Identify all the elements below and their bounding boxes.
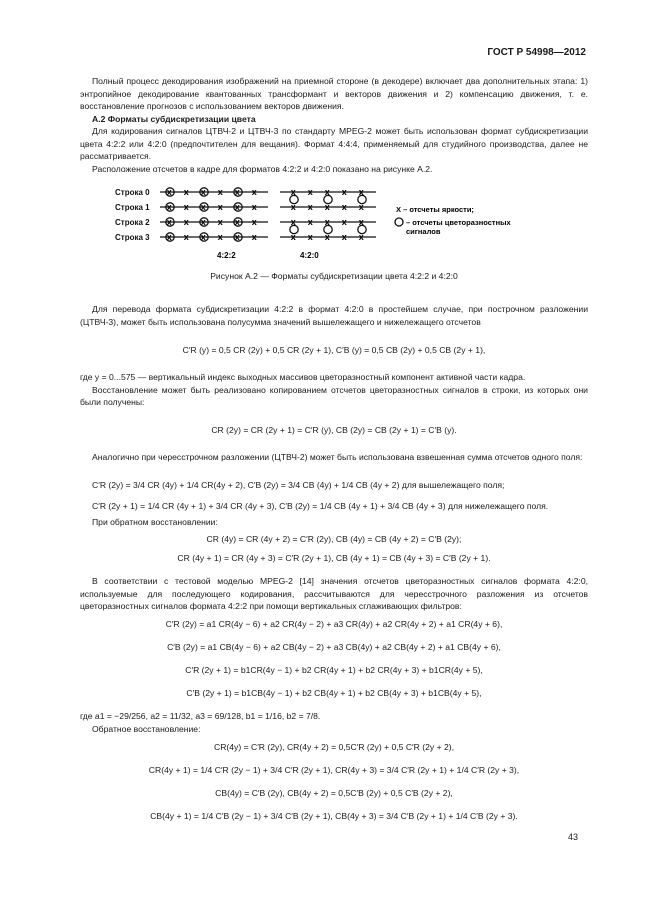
page-number: 43	[567, 832, 578, 842]
equation-6: CR (4y + 1) = CR (4y + 3) = C′R (2y + 1), CB (4y + 1) = CB (4y + 3) = C′B (2y + 1).	[177, 553, 491, 563]
paragraph-3	[80, 303, 588, 328]
paragraph-restore: Восстановление может быть реализовано копированием отсчетов цветоразностных сигналов в строки, из которых они были получены:	[80, 384, 588, 407]
paragraph-reverse: При обратном восстановлении:	[92, 517, 218, 527]
luma-sample-mark: x	[183, 217, 189, 228]
equation-4: C′R (2y + 1) = 1/4 CR (4y + 1) + 3/4 CR (4y + 3), C′B (2y) = 1/4 CB (4y + 1) + 3/4 CB (4y + 3) для нижележащего поля.	[92, 501, 549, 511]
format-420-diagram	[280, 187, 376, 242]
legend-chroma-2: сигналов	[406, 227, 441, 236]
paragraph-inverse: Обратное восстановление:	[92, 723, 201, 734]
luma-sample-mark: x	[251, 232, 257, 243]
luma-sample-mark: x	[341, 202, 347, 213]
luma-sample-mark: x	[234, 202, 240, 213]
paragraph-coefficients: где a1 = −29/256, a2 = 11/32, a3 = 69/128, b1 = 1/16, b2 = 7/8.	[80, 711, 321, 721]
format-422-diagram	[160, 187, 268, 242]
row-label-3: Строка 3	[115, 233, 150, 242]
paragraph-figure-ref: Расположение отсчетов в кадре для форматов 4:2:2 и 4:2:0 показано на рисунке А.2.	[92, 163, 433, 174]
luma-sample-mark: x	[358, 232, 364, 243]
luma-sample-mark: x	[307, 187, 313, 198]
label-420: 4:2:0	[300, 251, 319, 260]
luma-sample-mark: x	[217, 232, 223, 243]
luma-sample-mark: x	[324, 187, 330, 198]
luma-sample-mark: x	[341, 187, 347, 198]
luma-sample-mark: x	[358, 202, 364, 213]
equation-3: C′R (2y) = 3/4 CR (4y) + 1/4 CR(4y + 2), C′B (2y) = 3/4 CB (4y) + 1/4 CB (4y + 2) для вышележащего поля;	[92, 480, 505, 490]
equation-1: C′R (y) = 0,5 CR (2y) + 0,5 CR (2y + 1), C′B (y) = 0,5 CB (2y) + 0,5 CB (2y + 1),	[182, 345, 486, 355]
paragraph-8	[80, 575, 588, 613]
luma-sample-mark: x	[307, 202, 313, 213]
legend-chroma: – отсчеты цветоразностных	[406, 218, 511, 227]
section-title: А.2 Форматы субдискретизации цвета	[92, 113, 256, 124]
luma-sample-mark: x	[234, 217, 240, 228]
paragraph-mpeg2: В соответствии с тестовой моделью MPEG-2 [14] значения отсчетов цветоразностных сигналов формата 4:2:0, используемые для последующего кодирования, рассчитываются для чересстрочного разложения из отсчетов цветоразностных сигналов формата 4:2:2 при помощи вертикальных сглаживающих фильтров:	[80, 576, 588, 611]
luma-sample-mark: x	[324, 202, 330, 213]
paragraph-4-5	[80, 371, 588, 409]
luma-sample-mark: x	[341, 232, 347, 243]
luma-sample-mark: x	[166, 187, 172, 198]
luma-sample-mark: x	[217, 187, 223, 198]
equation-5: CR (4y) = CR (4y + 2) = C′R (2y), CB (4y) = CB (4y + 2) = C′B (2y);	[206, 534, 462, 544]
intro-paragraph	[80, 75, 588, 175]
equation-9: C′R (2y + 1) = b1CR(4y − 1) + b2 CR(4y + 1) + b2 CR(4y + 3) + b1CR(4y + 5),	[185, 665, 483, 675]
equation-8: C′B (2y) = a1 CB(4y − 6) + a2 CB(4y − 2) + a3 CB(4y) + a2 CB(4y + 2) + a1 CB(4y + 6),	[167, 642, 501, 652]
luma-sample-mark: x	[166, 202, 172, 213]
luma-sample-mark: x	[200, 217, 206, 228]
luma-sample-mark: x	[290, 232, 296, 243]
luma-sample-mark: x	[290, 187, 296, 198]
luma-sample-mark: x	[166, 217, 172, 228]
luma-sample-mark: x	[166, 232, 172, 243]
luma-sample-mark: x	[307, 217, 313, 228]
figure-a2	[100, 182, 530, 262]
equation-11: CR(4y) = C′R (2y), CR(4y + 2) = 0,5C′R (2y) + 0,5 C′R (2y + 2),	[213, 742, 455, 752]
luma-sample-mark: x	[358, 187, 364, 198]
luma-sample-mark: x	[324, 232, 330, 243]
label-422: 4:2:2	[217, 251, 236, 260]
luma-sample-mark: x	[234, 187, 240, 198]
luma-sample-mark: x	[251, 217, 257, 228]
luma-sample-mark: x	[183, 187, 189, 198]
equation-14: CB(4y + 1) = 1/4 C′B (2y − 1) + 3/4 C′B (2y + 1), CB(4y + 3) = 3/4 C′B (2y + 1) + 1/4 C′B (2y + 3).	[150, 811, 518, 821]
row-label-1: Строка 1	[115, 203, 150, 212]
luma-sample-mark: x	[200, 187, 206, 198]
luma-sample-mark: x	[324, 217, 330, 228]
luma-sample-mark: x	[234, 232, 240, 243]
luma-sample-mark: x	[217, 202, 223, 213]
luma-sample-mark: x	[183, 202, 189, 213]
row-label-0: Строка 0	[115, 188, 150, 197]
row-label-2: Строка 2	[115, 218, 150, 227]
document-header: ГОСТ Р 54998—2012	[487, 47, 586, 58]
luma-sample-mark: x	[251, 187, 257, 198]
luma-sample-mark: x	[200, 202, 206, 213]
legend-chroma-symbol	[395, 218, 403, 226]
paragraph-422-to-420: Для перевода формата субдискретизации 4:2:2 в формат 4:2:0 в простейшем случае, при построчном разложении (ЦТВЧ-3), может быть использована полусумма значений вышележащего и нижележащего отсчетов	[80, 304, 588, 327]
figure-caption: Рисунок А.2 — Форматы субдискретизации цвета 4:2:2 и 4:2:0	[210, 271, 458, 281]
luma-sample-mark: x	[200, 232, 206, 243]
equation-13: CB(4y) = C′B (2y), CB(4y + 2) = 0,5C′B (2y) + 0,5 C′B (2y + 2),	[215, 788, 453, 798]
luma-sample-mark: x	[358, 217, 364, 228]
paragraph-interlaced: Аналогично при чересстрочном разложении (ЦТВЧ-2) может быть использована взвешенная сумма отсчетов одного поля:	[92, 452, 583, 462]
luma-sample-mark: x	[290, 202, 296, 213]
luma-sample-mark: x	[307, 232, 313, 243]
luma-sample-mark: x	[290, 217, 296, 228]
intro-text: Полный процесс декодирования изображений на приемной стороне (в декодере) включает два дополнительных этапа: 1) энтропийное декодирование квантованных трансформант и векторов движения и 2) компенсацию движения, т. е. восстановление прогнозов с использованием векторов движения.	[80, 76, 588, 111]
equation-10: C′B (2y + 1) = b1CB(4y − 1) + b2 CB(4y + 1) + b2 CB(4y + 3) + b1CB(4y + 5),	[186, 688, 482, 698]
equation-7: C′R (2y) = a1 CR(4y − 6) + a2 CR(4y − 2) + a3 CR(4y) + a2 CR(4y + 2) + a1 CR(4y + 6),	[165, 619, 503, 629]
paragraph-9-10	[80, 710, 588, 735]
paragraph-6	[80, 451, 588, 464]
legend-luma: X – отсчеты яркости;	[396, 205, 474, 214]
luma-sample-mark: x	[251, 202, 257, 213]
equation-2: CR (2y) = CR (2y + 1) = C′R (y), CB (2y) = CB (2y + 1) = C′B (y).	[211, 425, 457, 435]
equation-12: CR(4y + 1) = 1/4 C′R (2y − 1) + 3/4 C′R (2y + 1), CR(4y + 3) = 3/4 C′R (2y + 1) + 1/4 C′R (2y + 3),	[148, 765, 520, 775]
paragraph-index: где y = 0...575 — вертикальный индекс выходных массивов цветоразностный компонент активной части кадра.	[80, 372, 526, 382]
luma-sample-mark: x	[341, 217, 347, 228]
luma-sample-mark: x	[217, 217, 223, 228]
luma-sample-mark: x	[183, 232, 189, 243]
paragraph-formats: Для кодирования сигналов ЦТВЧ-2 и ЦТВЧ-3 по стандарту MPEG-2 может быть использован формат субдискретизации цвета 4:2:2 или 4:2:0 (предпочтителен для вещания). Формат 4:4:4, применяемый для студийного производства, далее не рассматривается.	[80, 126, 588, 161]
